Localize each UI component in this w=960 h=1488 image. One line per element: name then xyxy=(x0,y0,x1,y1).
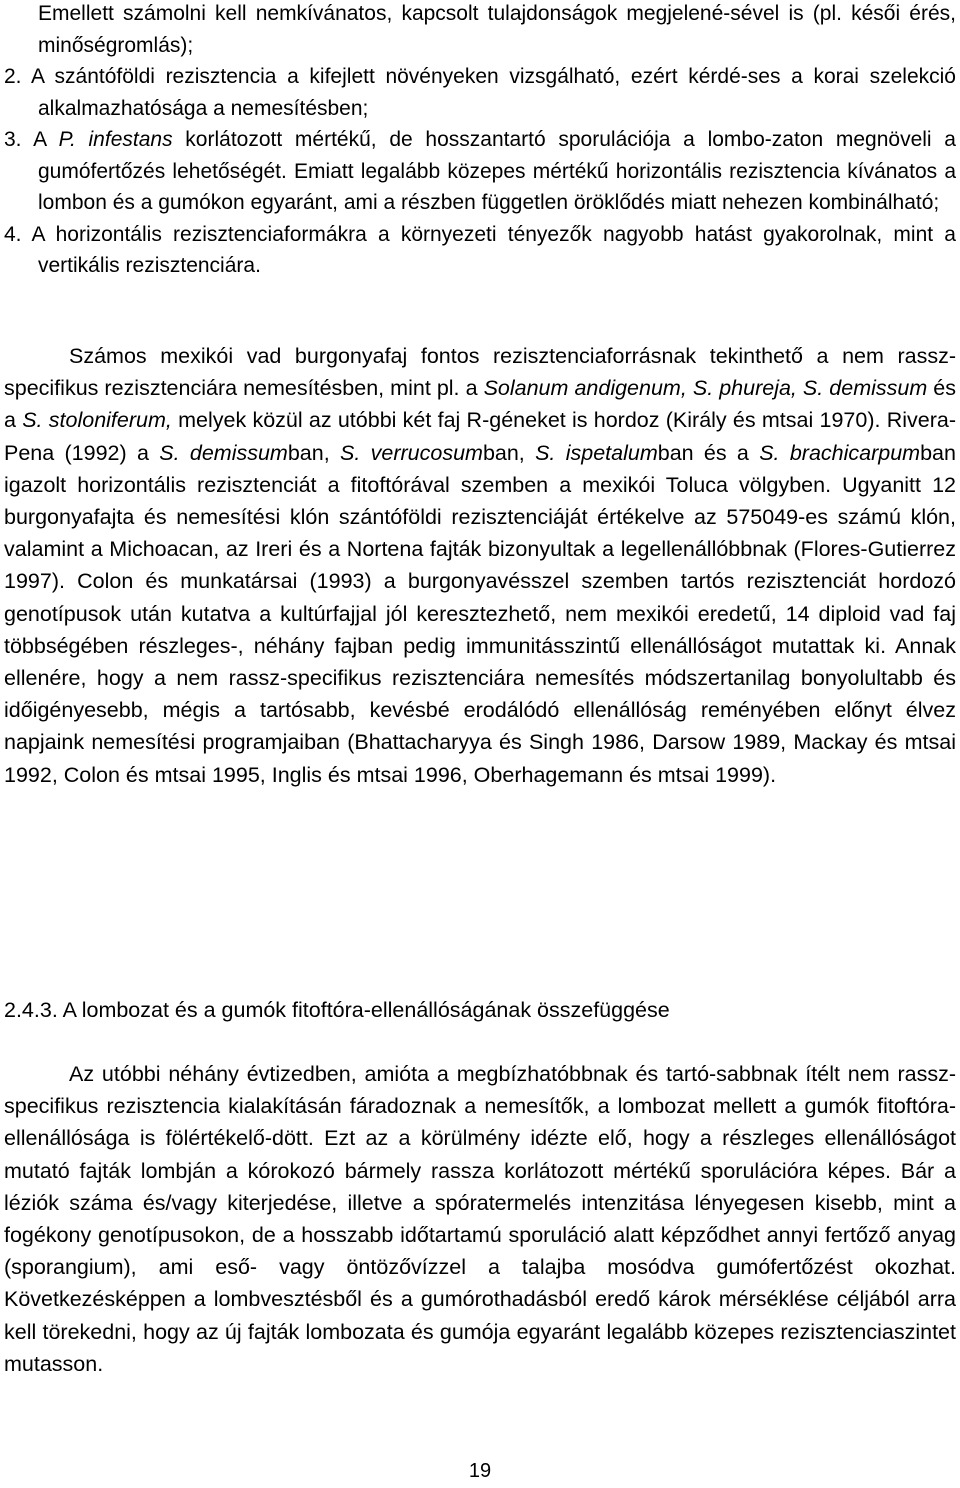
list-item-1-continuation: Emellett számolni kell nemkívánatos, kapcsolt tulajdonságok megjelené-sével is (pl. késői érés, minőségromlás); xyxy=(38,2,956,57)
list-item-2: 2. A szántóföldi rezisztencia a kifejlett növényeken vizsgálható, ezért kérdé-ses a korai szelekció alkalmazhatósága a nemesítésben; xyxy=(4,65,956,120)
page-number: 19 xyxy=(468,1460,492,1482)
paragraph-wild-species: Számos mexikói vad burgonyafaj fontos rezisztenciaforrásnak tekinthető a nem rassz-specifikus rezisztenciára nemesítésben, mint pl. a Solanum andigenum, S. phureja, S. demissum és a S. stoloniferum, melyek közül az utóbbi két faj R-géneket is hordoz (Király és mtsai 1970). Rivera-Pena (1992) a S. demissumban, S. verrucosumban, S. ispetalumban és a S. brachicarpumban igazolt horizontális rezisztenciát a fitoftórával szemben a mexikói Toluca völgyben. Ugyanitt 12 burgonyafajta és nemesítési klón szántóföldi rezisztenciáját értékelve az 575049-es számú klón, valamint a Michoacan, az Ireri és a Nortena fajták bizonyultak a legellenállóbbnak (Flores-Gutierrez 1997). Colon és munkatársai (1993) a burgonyavésszel szemben tartós rezisztenciát hordozó genotípusok után kutatva a kultúrfajjal jól keresztezhető, nem mexikói eredetű, 14 diploid vad faj többségében részleges-, néhány fajban pedig immunitásszintű ellenállóságot mutattak ki. Annak ellenére, hogy a nem rassz-specifikus rezisztenciára nemesítés módszertanilag bonyolultabb és időigényesebb, mégis a tartósabb, kevésbé erodálódó ellenállóság reményében előnyt élvez napjaink nemesítési programjaiban (Bhattacharyya és Singh 1986, Darsow 1989, Mackay és mtsai 1992, Colon és mtsai 1995, Inglis és mtsai 1996, Oberhagemann és mtsai 1999). xyxy=(4,344,956,787)
numbered-list xyxy=(4,0,956,282)
list-item-4: 4. A horizontális rezisztenciaformákra a környezeti tényezők nagyobb hatást gyakorolnak, mint a vertikális rezisztenciára. xyxy=(4,222,956,277)
section-heading: 2.4.3. A lombozat és a gumók fitoftóra-ellenállóságának összefüggése xyxy=(4,998,670,1022)
paragraph-foliage-tuber: Az utóbbi néhány évtizedben, amióta a megbízhatóbbnak és tartó-sabbnak ítélt nem rassz-specifikus rezisztencia kialakításán fáradoznak a nemesítők, a lombozat mellett a gumók fitoftóra-ellenállósága is fölértékelő-dött. Ezt az a körülmény idézte elő, hogy a részleges ellenállóságot mutató fajták lombján a kórokozó bármely rassza korlátozott mértékű sporulációra képes. Bár a léziók száma és/vagy kiterjedése, illetve a spóratermelés intenzitása lényegesen kisebb, mint a fogékony genotípusokon, de a hosszabb időtartamú sporuláció alatt képződhet annyi fertőző anyag (sporangium), ami eső- vagy öntözővízzel a talajba mosódva gumófertőzést okozhat. Következésképpen a lombvesztésből és a gumórothadásból eredő károk mérséklése céljából arra kell törekedni, hogy az új fajták lombozata és gumója egyaránt legalább közepes rezisztenciaszintet mutasson. xyxy=(4,1062,956,1376)
list-item-3: 3. A P. infestans korlátozott mértékű, de hosszantartó sporulációja a lombo-zaton megnöveli a gumófertőzés lehetőségét. Emiatt legalább közepes mértékű horizontális rezisztencia kívánatos a lombon és a gumókon egyaránt, ami a részben független öröklődés miatt nehezen kombinálható; xyxy=(4,128,956,214)
